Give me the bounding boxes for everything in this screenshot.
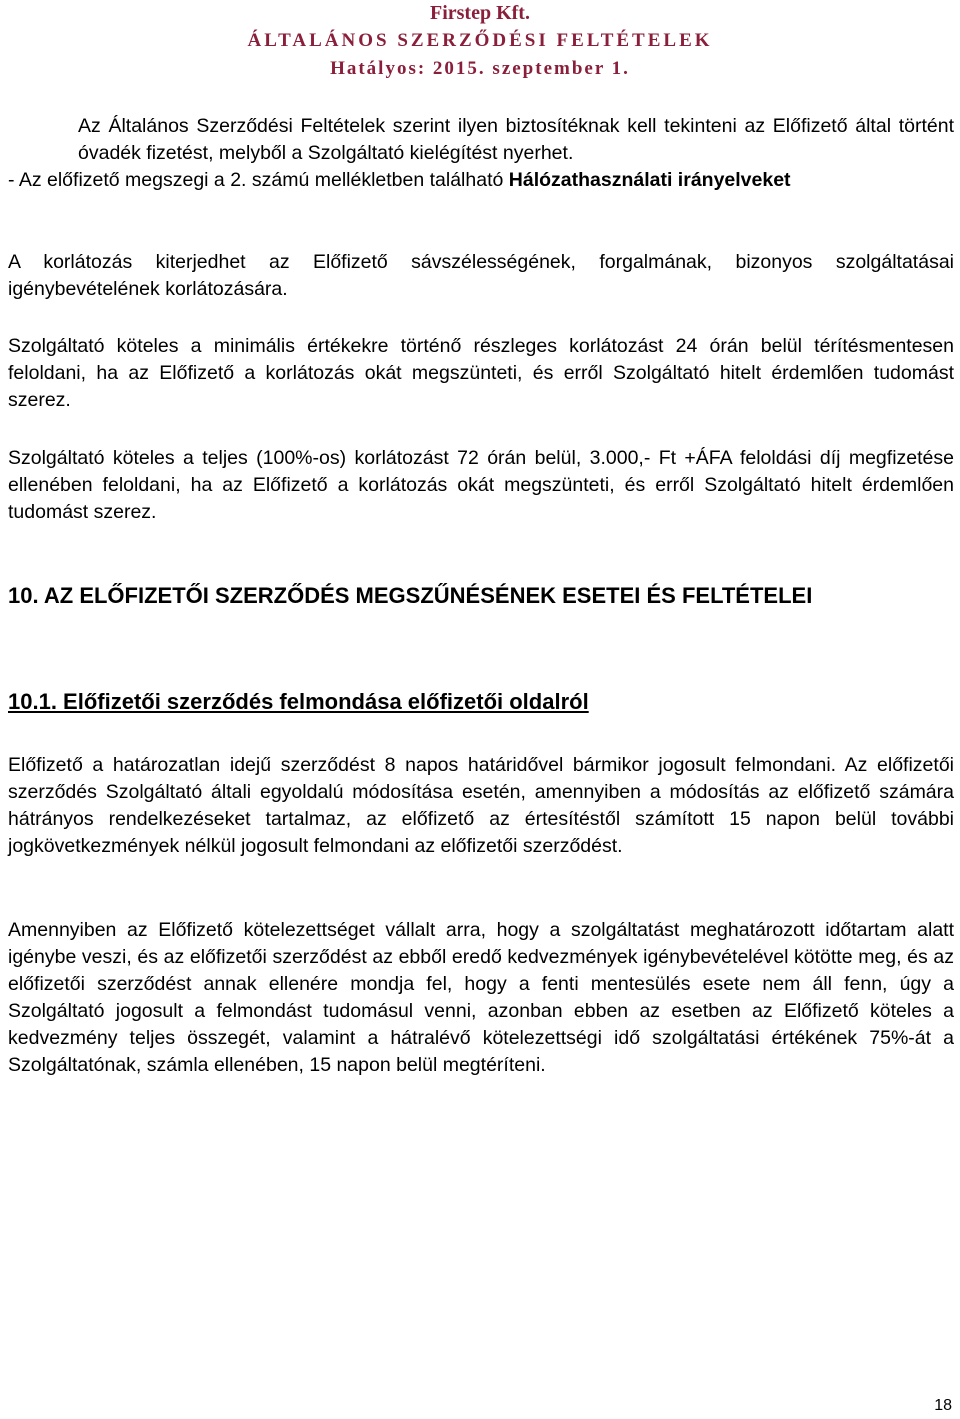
bullet-bold-text: Hálózathasználati irányelveket: [508, 169, 791, 191]
bullet-item: [8, 167, 954, 194]
section-heading-10: 10. AZ ELŐFIZETŐI SZERZŐDÉS MEGSZŰNÉSÉNEK ESETEI ÉS FELTÉTELEI: [8, 583, 813, 608]
paragraph-partial-restriction: Szolgáltató köteles a minimális értékekre történő részleges korlátozást 24 órán belül térítésmentesen feloldani, ha az Előfizető a korlátozás okát megszünteti, és erről Szolgáltató hitelt érdemlően tudomást szerez.: [8, 335, 954, 411]
paragraph-termination: Előfizető a határozatlan idejű szerződést 8 napos határidővel bármikor jogosult felmondani. Az előfizetői szerződés Szolgáltató általi egyoldalú módosítása esetén, amennyiben a módosítás az előfizető számára hátrányos rendelkezéseket tartalmaz, az előfizető az értesítéstől számított 15 napon belül további jogkövetkezmények nélkül jogosult felmondani az előfizetői szerződést.: [8, 754, 954, 857]
page-number: 18: [934, 1397, 952, 1414]
section-heading-10-1: 10.1. Előfizetői szerződés felmondása előfizetői oldalról: [8, 689, 589, 714]
intro-paragraph: Az Általános Szerződési Feltételek szerint ilyen biztosítéknak kell tekinteni az Előfizető által történt óvadék fizetést, melyből a Szolgáltató kielégítést nyerhet.: [78, 115, 954, 164]
bullet-text: - Az előfizető megszegi a 2. számú mellékletben található: [8, 169, 509, 191]
document-header: [0, 0, 960, 82]
paragraph-restriction-scope: A korlátozás kiterjedhet az Előfizető sávszélességének, forgalmának, bizonyos szolgáltatásai igénybevételének korlátozására.: [8, 251, 954, 300]
document-title: ÁLTALÁNOS SZERZŐDÉSI FELTÉTELEK: [247, 30, 713, 51]
paragraph-full-restriction: Szolgáltató köteles a teljes (100%-os) korlátozást 72 órán belül, 3.000,- Ft +ÁFA feloldási díj megfizetése ellenében feloldani, ha az Előfizető a korlátozás okát megszünteti, és erről Szolgáltató hitelt érdemlően tudomást szerez.: [8, 447, 954, 523]
company-name: Firstep Kft.: [430, 2, 530, 24]
effective-date: Hatályos: 2015. szeptember 1.: [330, 58, 630, 79]
paragraph-commitment: Amennyiben az Előfizető kötelezettséget vállalt arra, hogy a szolgáltatást meghatározott időtartam alatt igénybe veszi, és az előfizetői szerződést az ebből eredő kedvezmények igénybevételével kötötte meg, és az előfizetői szerződést annak ellenére mondja fel, hogy a fenti mentesülés esete nem áll fenn, úgy a Szolgáltató jogosult a felmondást tudomásul venni, azonban ebben az esetben az Előfizető köteles a kedvezmény teljes összegét, valamint a hátralévő kötelezettségi idő szolgáltatási értékének 75%-át a Szolgáltatónak, számla ellenében, 15 napon belül megtéríteni.: [8, 919, 954, 1076]
